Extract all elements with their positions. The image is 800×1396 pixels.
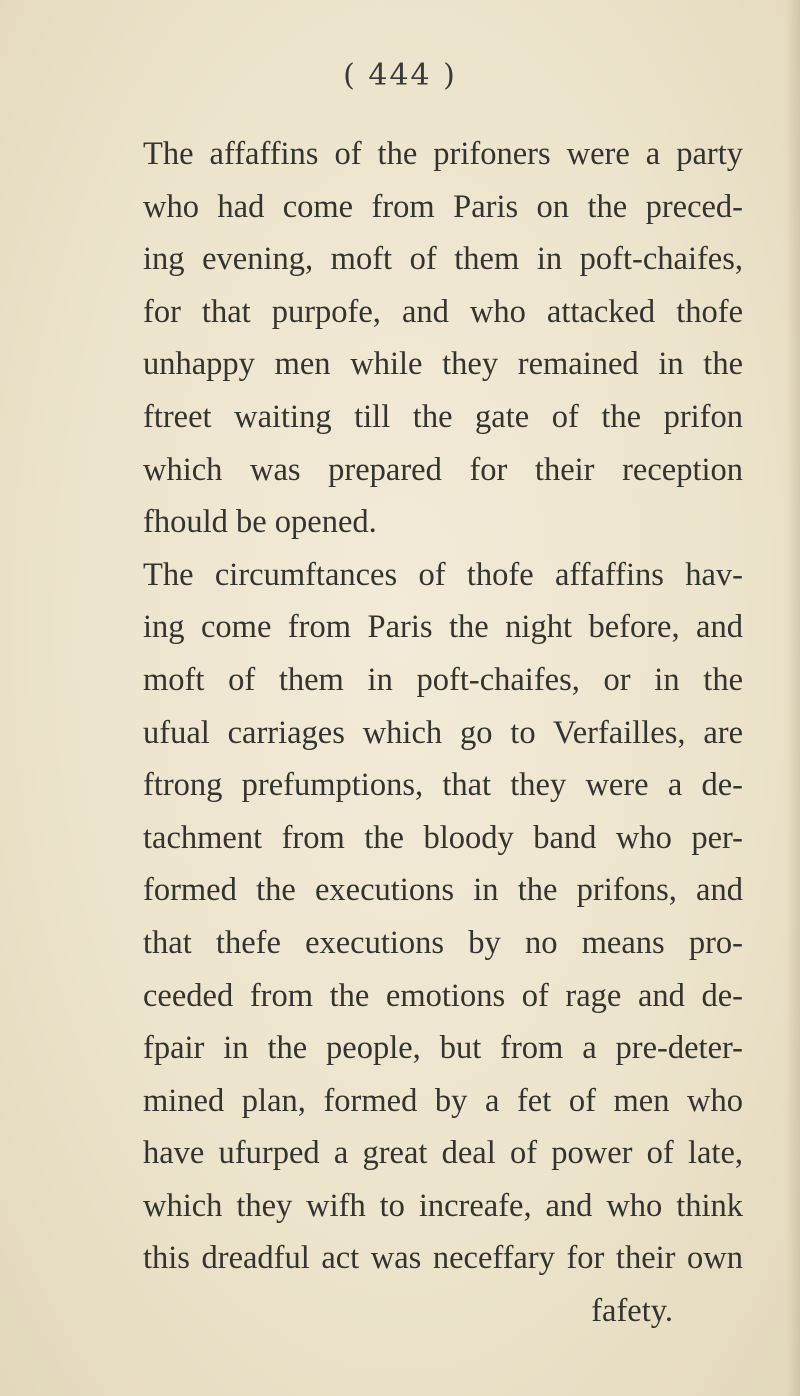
text-line: which was prepared for their reception [143,451,743,488]
text-line: fhould be opened. [143,504,377,541]
text-line: ufual carriages which go to Verfailles, are [143,714,743,751]
text-line: for that purpofe, and who attacked thofe [143,293,743,330]
text-line: The circumftances of thofe affaffins hav- [143,556,743,593]
text-line: ceeded from the emotions of rage and de- [143,977,743,1014]
text-line: that thefe executions by no means pro- [143,924,743,961]
text-line: formed the executions in the prifons, and [143,872,743,909]
text-line: which they wifh to increafe, and who think [143,1187,743,1224]
text-line: unhappy men while they remained in the [143,346,743,383]
text-line: ing evening, moft of them in poft-chaifes, [143,241,743,278]
page-number: ( 444 ) [343,58,457,93]
text-line: this dreadful act was neceffary for their own [143,1240,743,1277]
text-line: ftreet waiting till the gate of the prifon [143,398,743,435]
text-line: The affaffins of the prifoners were a party [143,136,743,172]
text-line: tachment from the bloody band who per- [143,819,743,856]
text-line: have ufurped a great deal of power of late, [143,1135,743,1172]
text-line: who had come from Paris on the preced- [143,188,743,225]
text-line: moft of them in poft-chaifes, or in the [143,661,743,698]
text-line: ftrong prefumptions, that they were a de- [143,767,743,804]
text-line: mined plan, formed by a fet of men who [143,1082,743,1119]
text-line: ing come from Paris the night before, and [143,609,743,646]
body-text [143,128,743,1338]
catchword: fafety. [591,1293,673,1330]
page-edge-shadow [786,0,800,1396]
text-line: fpair in the people, but from a pre-deter- [143,1030,743,1067]
